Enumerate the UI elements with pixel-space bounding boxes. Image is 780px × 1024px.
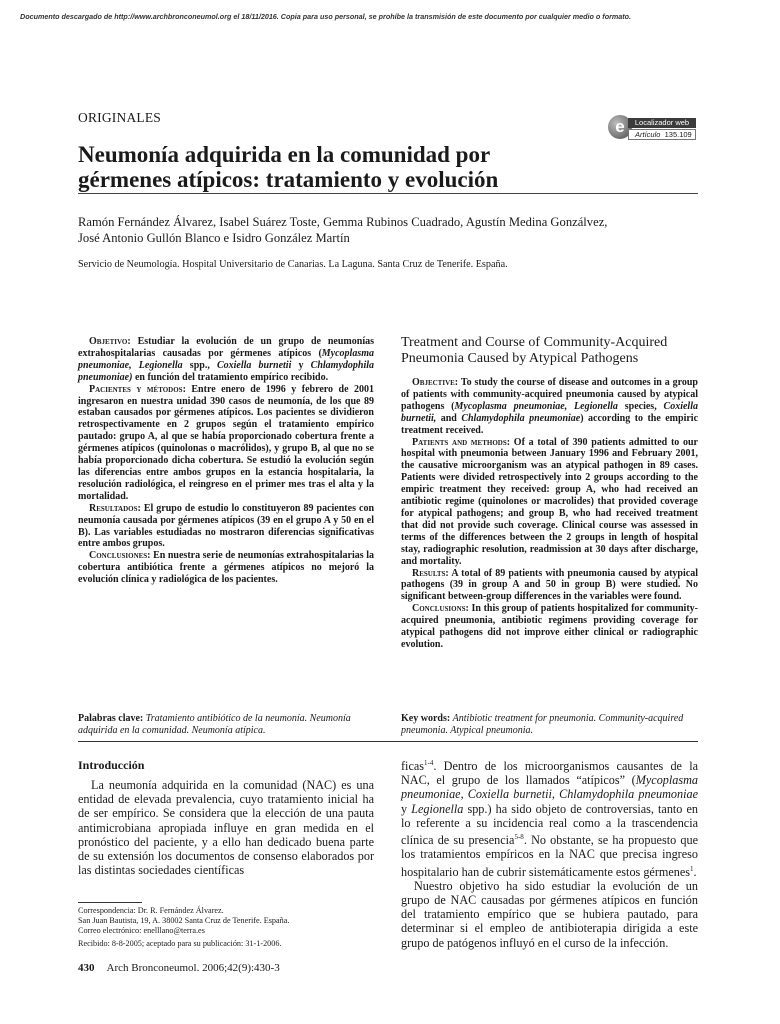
abstract-es-resultados [78, 503, 374, 551]
badge-article-number: 135.109 [664, 130, 692, 139]
text-segment: Chlamydophila pneumoniae [461, 412, 581, 424]
label-objective: Objective: [412, 377, 459, 388]
text-segment: and [436, 412, 462, 424]
label-results: Results: [412, 567, 449, 579]
page-number: 430 [78, 962, 95, 974]
citation-ref: 1 [690, 864, 694, 873]
text-segment: Mycoplasma pneumoniae, Legionella [454, 400, 618, 412]
label-objetivo: Objetivo: [89, 336, 131, 347]
text-segment: spp.) ha sido objeto de controversias, tanto en lo referente a su incidencia real como a la trascendencia clínica de su presencia [401, 801, 699, 848]
text-segment: . No obstante, se ha propuesto que los tratamientos empíricos en la NAC que precisa ingreso hospitalario han de cubrir sistemáticamente estos gérmenes [401, 833, 698, 879]
text-segment: . [693, 864, 697, 879]
footnote-divider [78, 902, 142, 903]
keywords-es [78, 713, 374, 737]
corr-email: Correo electrónico: enelllano@terra.es [78, 926, 205, 936]
intro-left-column [78, 778, 374, 877]
abstract-es-pacientes [78, 384, 374, 503]
text-segment: en función del tratamiento empírico recibido. [132, 371, 329, 383]
intro-right-column [401, 756, 698, 950]
keywords-es-text: Tratamiento antibiótico de la neumonía. Neumonía adquirida en la comunidad. Neumonía atípica. [78, 713, 351, 736]
label-resultados: Resultados: [89, 502, 141, 514]
text-segment: y [291, 359, 311, 371]
label-conclusiones: Conclusiones: [89, 550, 151, 562]
title-line-1: Neumonía adquirida en la comunidad por [78, 142, 491, 167]
abstract-en-patients [401, 437, 698, 568]
keywords-en-label: Key words: [401, 713, 451, 724]
english-title-line-1: Treatment and Course of Community-Acquired [401, 335, 668, 350]
text-segment: ficas [401, 759, 425, 774]
text-segment: Legionella [411, 801, 464, 816]
authors-line-1: Ramón Fernández Álvarez, Isabel Suárez Toste, Gemma Rubinos Cuadrado, Agustín Medina Gonzálvez, [78, 215, 608, 229]
text-segment: Entre enero de 1996 y febrero de 2001 ingresaron en nuestra unidad 390 casos de neumonía, de los que 89 estaban causados por gérmenes atípicos. Los pacientes se dividieron retrospectivamente en 2 grupos según el tratamiento empírico pautado: grupo A, al que se había proporcionado cobertura frente a gérmenes atípicos (quinolonas o macrólidos), y grupo B, al que no se había proporcionado dicha cobertura. Se estudió la evolución según las diferencias entre ambos grupos en la estancia hospitalaria, la resolución radiológica, el reingreso en el primer mes tras el alta y la mortalidad. [78, 383, 374, 502]
badge-article [628, 129, 696, 140]
abstract-en-results [401, 568, 698, 604]
corr-name: Correspondencia: Dr. R. Fernández Álvarez. [78, 906, 224, 915]
correspondence [78, 906, 378, 937]
page-footer [78, 962, 280, 974]
keywords-en-text: Antibiotic treatment for pneumonia. Community-acquired pneumonia. Atypical pneumonia. [401, 713, 684, 736]
label-patients: Patients and methods: [412, 436, 511, 448]
text-segment: species, [617, 400, 664, 412]
text-segment: Chlamydophila pneumoniae) [78, 359, 375, 383]
text-segment: Of a total of 390 patients admitted to our hospital with pneumonia between January 1996 and February 2001, the causative microorganism was an atypical pathogen in 89 cases. Patients were divided retrospectively into 2 groups according to the empiric treatment they received: group A, who had received an antibiotic regime (quinolones or macrolides) that provided coverage for atypical pathogens; and group B, who had received treatment that did not provide such coverage. Clinical course was assessed in terms of the differences between the 2 groups in length of hospital stay, radiographic resolution, readmission at 30 days after discharge, and mortality. [401, 436, 698, 567]
label-conclusions: Conclusions: [412, 603, 469, 615]
keywords-en [401, 713, 698, 737]
affiliation: Servicio de Neumología. Hospital Universitario de Canarias. La Laguna. Santa Cruz de Tenerife. España. [78, 259, 508, 270]
keywords-es-label: Palabras clave: [78, 713, 144, 724]
text-segment: To study the course of disease and outcomes in a group of patients with community-acquired pneumonia caused by atypical pathogens ( [401, 377, 698, 412]
text-segment: Mycoplasma pneumoniae, Coxiella burnetii, Chlamydophila pneumoniae [401, 773, 698, 802]
badge-article-label: Artículo [635, 130, 661, 139]
label-pacientes: Pacientes y métodos: [89, 383, 186, 395]
corr-address: San Juan Bautista, 19, A. 38002 Santa Cruz de Tenerife. España. [78, 916, 290, 926]
intro-heading: Introducción [78, 758, 145, 772]
text-segment: A total of 89 patients with pneumonia caused by atypical pathogens (39 in group A and 50 in group B) were studied. No significant between-group differences in the variables were found. [401, 567, 698, 603]
english-title-line-2: Pneumonia Caused by Atypical Pathogens [401, 351, 639, 366]
intro-paragraph-1-cont [401, 756, 698, 879]
text-segment: . Dentro de los microorganismos causantes de la NAC, el grupo de los llamados “atípicos” ( [401, 759, 698, 788]
abstract-es-objetivo [78, 336, 374, 384]
citation-ref: 1-4 [424, 759, 434, 767]
text-segment: Estudiar la evolución de un grupo de neumonías extrahospitalarias causadas por gérmenes atípicos ( [78, 336, 374, 359]
english-title [401, 335, 701, 367]
article-title [78, 142, 678, 192]
title-line-2: gérmenes atípicos: tratamiento y evolución [78, 167, 499, 192]
text-segment: Mycoplasma pneumoniae, Legionella [78, 347, 374, 371]
text-segment: In this group of patients hospitalized for community-acquired pneumonia, antibiotic regimens providing coverage for atypical pathogens did not improve either clinical or radiographic evolution. [401, 603, 698, 650]
abstract-es [78, 336, 374, 586]
download-notice: Documento descargado de http://www.archbronconeumol.org el 18/11/2016. Copia para uso personal, se prohíbe la transmisión de este documento por cualquier medio o formato. [20, 12, 632, 21]
text-segment: En nuestra serie de neumonías extrahospitalarias la cobertura antibiótica frente a gérmenes atípicos no mejoró la evolución clínica y radiológica de los pacientes. [78, 550, 374, 586]
e-logo-icon: e [608, 115, 632, 139]
abstract-es-conclusiones [78, 550, 374, 586]
text-segment: El grupo de estudio lo constituyeron 89 pacientes con neumonía causada por gérmenes atípicos (39 en el grupo A y 50 en el B). Las variables estudiadas no mostraron diferencias significativas entre ambos grupos. [78, 502, 374, 550]
text-segment: y [401, 801, 412, 816]
abstract-en-conclusions [401, 603, 698, 651]
abstract-en [401, 377, 698, 651]
title-divider [78, 193, 698, 194]
text-segment: Coxiella burnetii [216, 359, 292, 371]
text-segment: Coxiella burnetii, [401, 400, 698, 424]
received-dates: Recibido: 8-8-2005; aceptado para su publicación: 31-1-2006. [78, 939, 282, 948]
text-segment: spp., [182, 359, 217, 371]
citation-ref: 5-8 [514, 833, 524, 842]
badge-title: Localizador web [628, 118, 696, 128]
section-label: ORIGINALES [78, 110, 161, 125]
text-segment: ) according to the empiric treatment received. [401, 412, 699, 436]
author-list [78, 214, 698, 246]
authors-line-2: José Antonio Gullón Blanco e Isidro González Martín [78, 231, 350, 245]
web-locator-badge[interactable] [608, 115, 698, 143]
intro-paragraph-1: La neumonía adquirida en la comunidad (NAC) es una entidad de elevada prevalencia, cuyo tratamiento inicial ha de ser empírico. Se considera que la elección de una pauta antimicrobiana apropiada influye en gran medida en el pronóstico del paciente, y a ello han dedicado buena parte de su extensión los documentos de consenso elaborados por las distintas sociedades científicas [78, 778, 374, 878]
keywords-divider [78, 741, 698, 742]
journal-citation: Arch Bronconeumol. 2006;42(9):430-3 [106, 962, 280, 974]
intro-paragraph-2: Nuestro objetivo ha sido estudiar la evolución de un grupo de NAC causadas por gérmenes atípicos en función del tratamiento empírico que se hubiera pautado, para determinar si el empleo de antibioterapia dirigida a este grupo de patógenos influyó en el curso de la infección. [401, 878, 698, 950]
abstract-en-objective [401, 377, 698, 437]
